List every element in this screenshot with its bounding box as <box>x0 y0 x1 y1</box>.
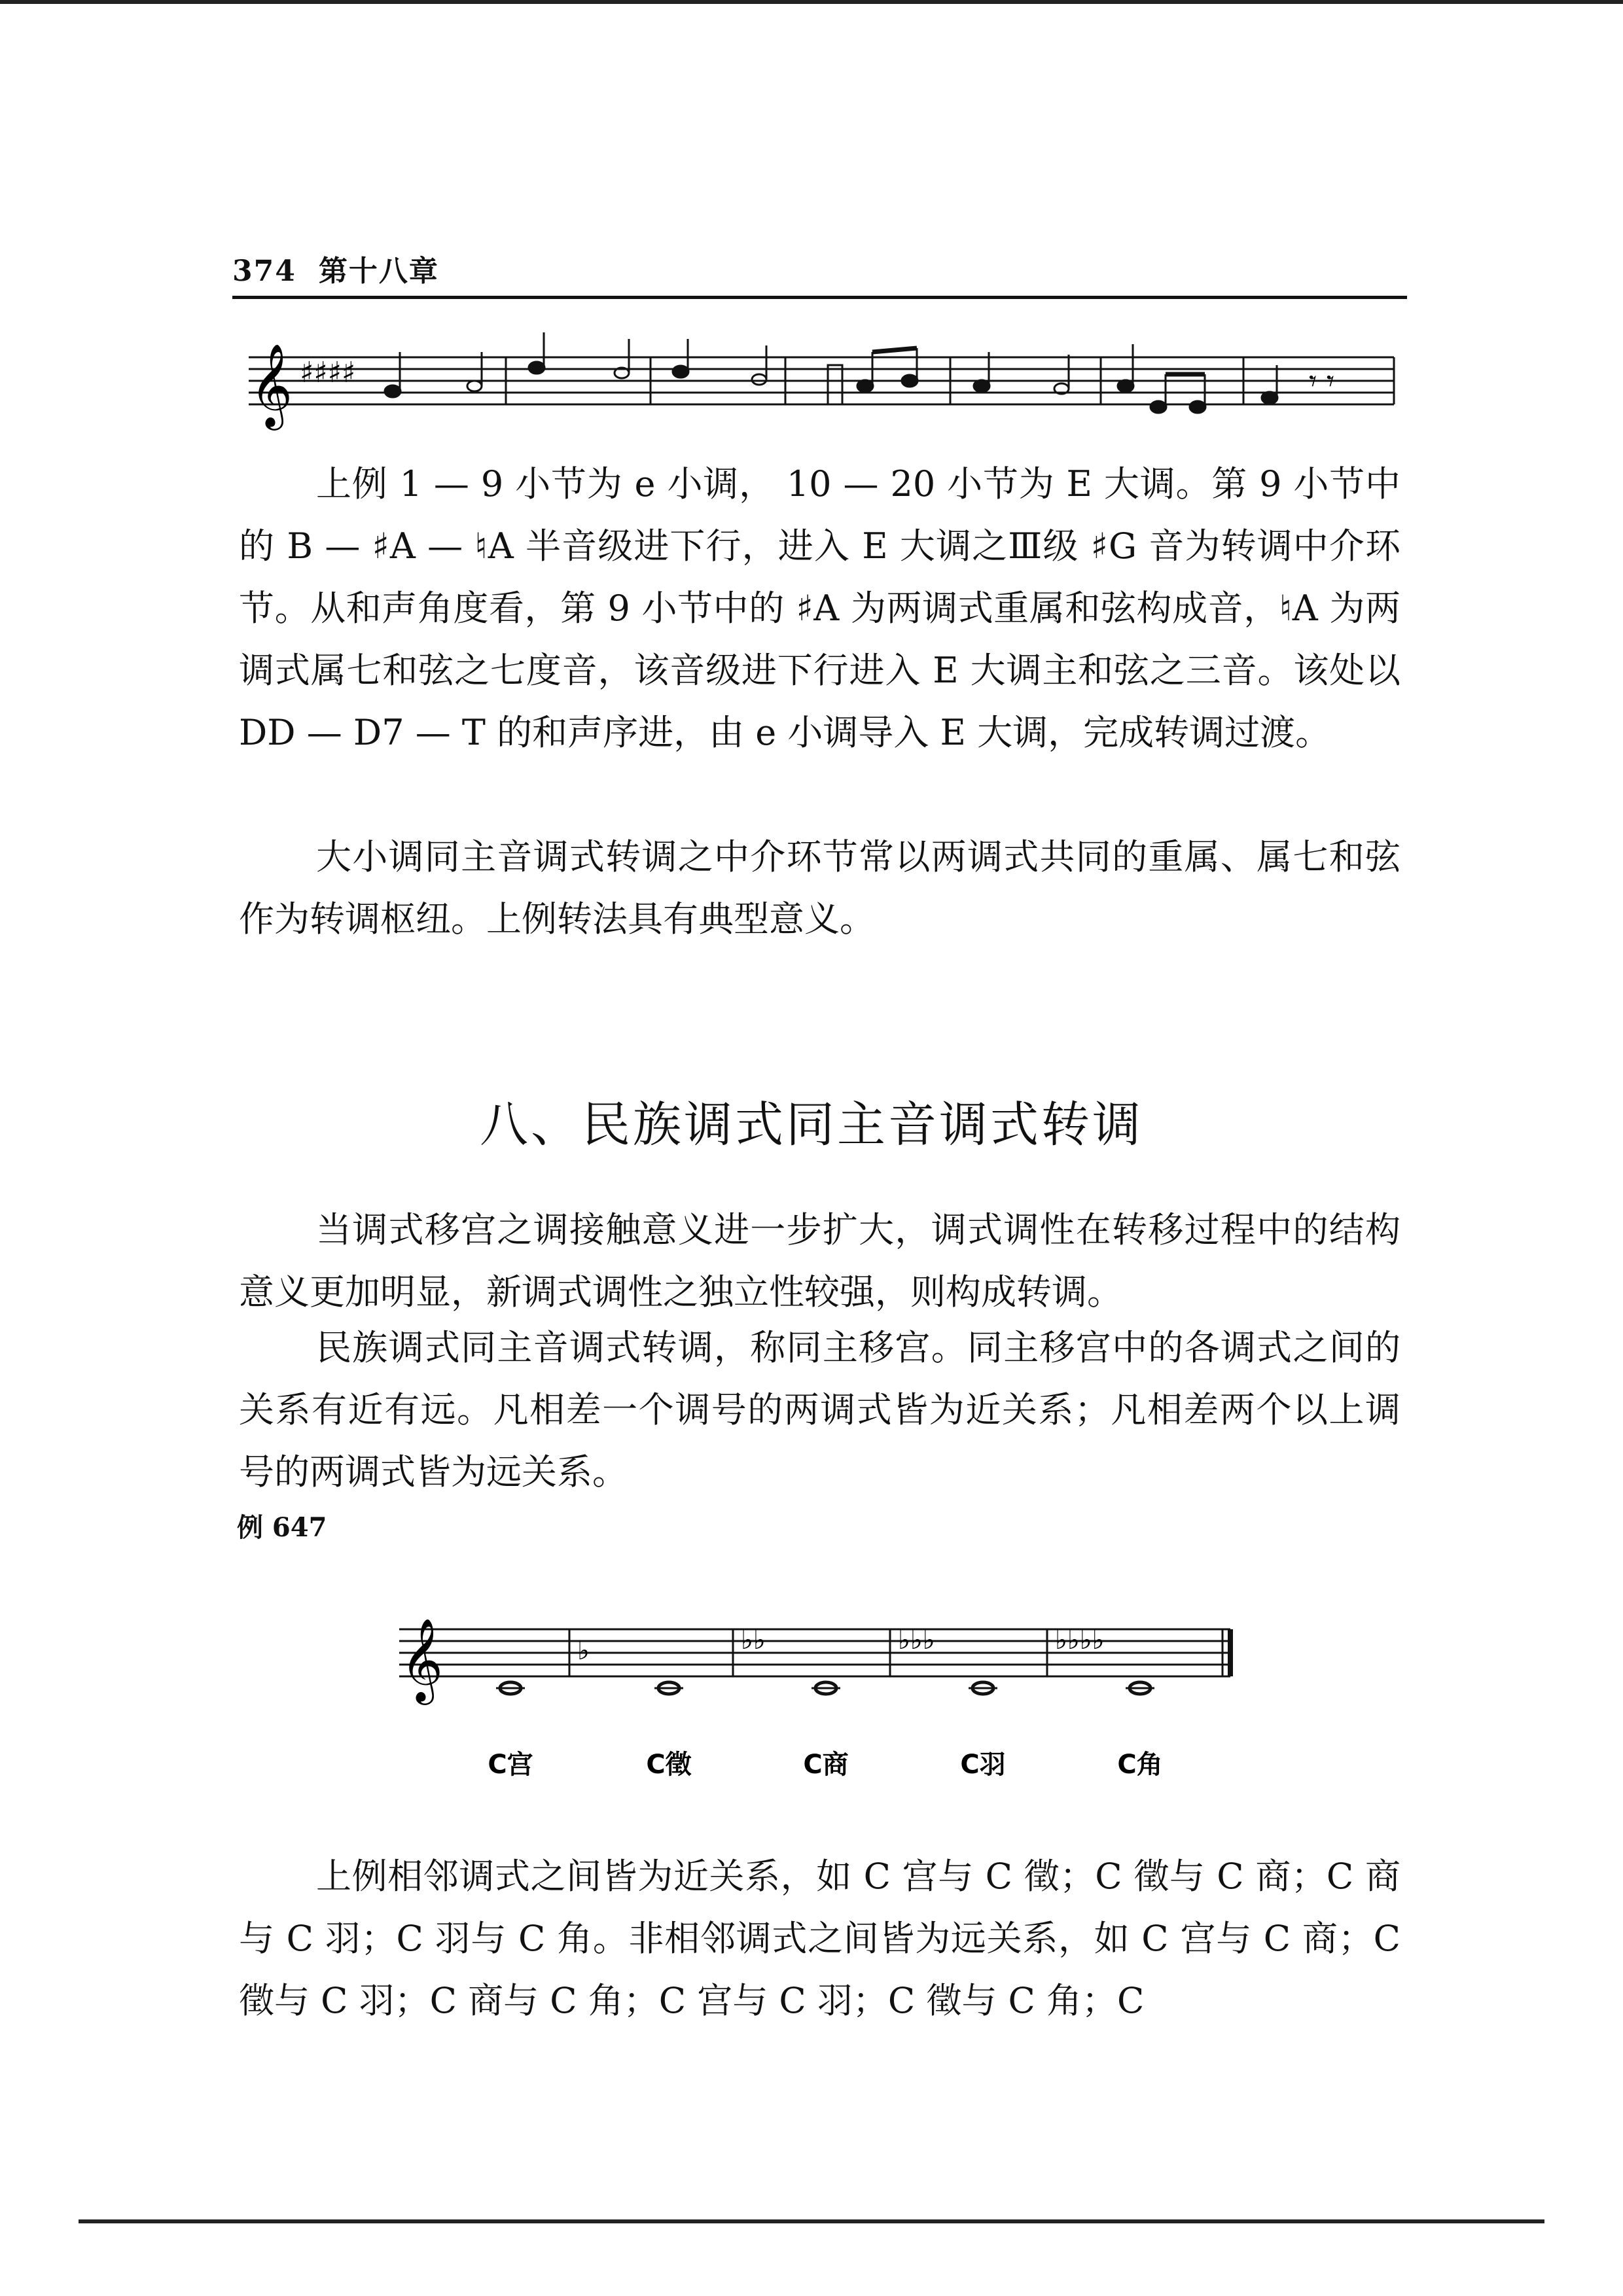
treble-clef-icon: 𝄞 <box>250 343 293 427</box>
example-label: 例 647 <box>237 1512 327 1543</box>
key-signature-2-flats: ♭♭ <box>741 1625 766 1655</box>
mode-label-gong: C宫 <box>488 1750 533 1780</box>
key-signature-1-flat: ♭ <box>577 1636 590 1666</box>
bottom-border <box>79 2219 1544 2223</box>
music-staff-excerpt <box>236 326 1400 444</box>
key-signature-sharps: ♯♯♯♯ <box>300 356 356 389</box>
paragraph-relations: 民族调式同主音调式转调，称同主移宫。同主移宫中的各调式之间的关系有近有远。凡相差一个调号的两调式皆为近关系；凡相差两个以上调号的两调式皆为远关系。 <box>239 1327 1400 1492</box>
mode-label-yu: C羽 <box>960 1750 1006 1780</box>
page-header <box>232 247 439 289</box>
mode-label-zhi: C徵 <box>646 1750 692 1780</box>
paragraph-analysis: 上例 1 — 9 小节为 e 小调， 10 — 20 小节为 E 大调。第 9 小节中的 B — ♯A — ♮A 半音级进下行，进入 E 大调之Ⅲ级 ♯G 音为转调中介环节。从和声角度看，第 9 小节中的 ♯A 为两调式重属和弦构成音，♮A 为两调式属七和弦之七度音，该音级进下行进入 E 大调主和弦之三音。该处以 DD — D7 — T 的和声序进，由 e 小调导入 E 大调，完成转调过渡。 <box>239 463 1400 753</box>
key-signature-3-flats: ♭♭♭ <box>898 1625 935 1655</box>
top-border <box>0 0 1623 4</box>
page-number: 374 <box>232 255 296 288</box>
key-signature-4-flats: ♭♭♭♭ <box>1055 1625 1105 1655</box>
rest-icon: 𝄾 𝄾 <box>1309 363 1335 398</box>
treble-clef-icon: 𝄞 <box>401 1617 444 1701</box>
paragraph-intro: 当调式移宫之调接触意义进一步扩大，调式调性在转移过程中的结构意义更加明显，新调式调性之独立性较强，则构成转调。 <box>239 1209 1400 1313</box>
mode-label-shang: C商 <box>803 1750 849 1780</box>
music-staff-modes <box>386 1616 1237 1786</box>
section-title: 八、民族调式同主音调式转调 <box>480 1097 1143 1153</box>
header-rule <box>232 296 1407 299</box>
paragraph-conclusion: 上例相邻调式之间皆为近关系，如 C 宫与 C 徵；C 徵与 C 商；C 商与 C 羽；C 羽与 C 角。非相邻调式之间皆为远关系，如 C 宫与 C 商；C 徵与 C 羽；C 商与 C 角；C 宫与 C 羽；C 徵与 C 角；C <box>239 1856 1400 2021</box>
mode-label-jue: C角 <box>1117 1750 1163 1780</box>
chapter-title: 第十八章 <box>318 255 439 288</box>
paragraph-summary: 大小调同主音调式转调之中介环节常以两调式共同的重属、属七和弦作为转调枢纽。上例转法具有典型意义。 <box>239 836 1400 940</box>
